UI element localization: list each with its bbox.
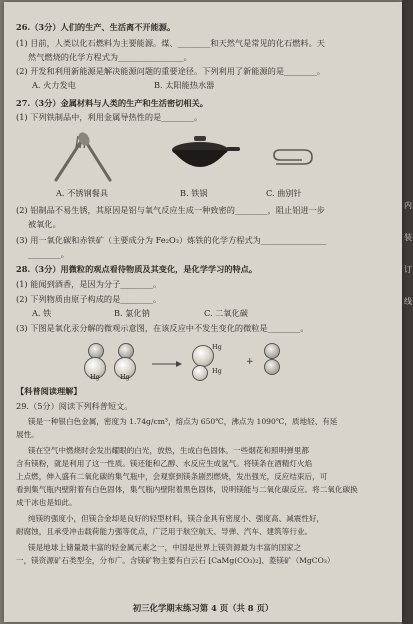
reaction-arrow-icon	[152, 359, 182, 369]
side-glyph: 内	[404, 201, 412, 210]
q28-title: 28.（3分）用微粒的观点看待物质及其变化，是化学学习的特点。	[16, 264, 258, 274]
page-edge-strip	[402, 0, 413, 624]
reading-para2-line2: 含有镁粉，就是利用了这一性质。镁还能和乙醇、水反应生成氢气。将镁条在酒精灯火焰	[16, 459, 313, 468]
tableware-image	[48, 128, 118, 184]
q27-caption-b: B. 铁锅	[180, 188, 208, 198]
q27-part2-line1: (2) 铝制品不易生锈，其原因是铝与氧气反应生成一种致密的________，阻止铝进一步	[16, 205, 325, 215]
reading-para2-line3: 上点燃，伸入盛有二氧化碳的集气瓶中，会观察到镁条剧烈燃烧，发出强光，反应结束后，可	[16, 472, 328, 481]
q28-option-b: B. 氯化钠	[114, 308, 150, 318]
q27-part3-line1: (3) 用一氧化碳和赤铁矿（主要成分为 Fe₂O₃）炼铁的化学方程式为________________	[16, 235, 327, 245]
side-glyph: 线	[404, 297, 412, 306]
q27-caption-c: C. 曲别针	[266, 188, 302, 198]
reading-para2-line5: 成干冰也是如此。	[16, 498, 77, 507]
reading-para2-line1: 镁在空气中燃烧时会发出耀眼的白光，放热，生成白色固体。一些烟花和照明弹里都	[28, 446, 309, 455]
q26-part1-line2: 然气燃烧的化学方程式为________________。	[28, 52, 192, 62]
q27-caption-a: A. 不锈钢餐具	[56, 188, 109, 198]
reading-para1-line1: 镁是一种银白色金属，密度为 1.74g/cm³，熔点为 650℃，沸点为 1090℃，质地轻、有延	[28, 417, 338, 426]
reading-para3-line1: 纯镁的强度小，但镁合金却是良好的轻型材料，镁合金具有密度小、强度高、减震性好，	[28, 514, 325, 523]
q28-option-a: A. 铁	[32, 308, 52, 318]
reading-section-heading: 【科普阅读理解】	[16, 386, 82, 396]
page-footer: 初三化学期末练习第 4 页（共 8 页）	[132, 603, 274, 613]
reading-para2-line4: 看到集气瓶内壁附着有白色固体，集气瓶内壁附着黑色固体，说明镁能与二氧化碳反应。将二氧化碳换	[16, 485, 358, 494]
hg-label: Hg	[120, 373, 130, 381]
q26-title: 26.（3分）人们的生产、生活离不开能源。	[16, 22, 176, 32]
q28-part2: (2) 下列物质由原子构成的是________。	[16, 294, 162, 304]
side-glyph: 订	[404, 265, 412, 274]
q28-part1: (1) 能闻到酒香，是因为分子________。	[16, 279, 162, 289]
q26-option-a: A. 火力发电	[32, 80, 76, 90]
reading-para4-line1: 镁是地球上储量最丰富的轻金属元素之一，中国是世界上镁资源最为丰富的国家之	[28, 543, 302, 552]
q27-title: 27.（3分）金属材料与人类的生产和生活密切相关。	[16, 98, 208, 108]
reading-para3-line2: 耐腐蚀，且承受冲击载荷能力强等优点，广泛用于航空航天、导弹、汽车、建筑等行业。	[16, 527, 313, 536]
q29-title: 29.（5分）阅读下列科普短文。	[16, 401, 133, 411]
reading-para1-line2: 展性。	[16, 430, 39, 439]
reading-para4-line2: 一，镁资源矿石类型全，分布广。含镁矿物主要有白云石 [CaMg(CO₃)₂]、菱镁矿（MgCO₃）	[16, 556, 335, 565]
hg-label: Hg	[212, 343, 222, 351]
hg-label: Hg	[212, 367, 222, 375]
q26-part1-line1: (1) 目前，人类以化石燃料为主要能源。煤、________和天然气是常见的化石燃料。天	[16, 38, 325, 48]
oxygen-atom	[264, 359, 280, 375]
mercury-atom	[192, 345, 214, 367]
mercury-oxide-diagram	[74, 337, 334, 381]
q28-part3: (3) 下图是氧化汞分解的微观示意图，在该反应中不发生变化的微粒是________。	[16, 323, 309, 333]
q27-part2-line2: 被氧化。	[28, 219, 61, 229]
paperclip-image	[270, 142, 318, 174]
exam-page	[4, 2, 402, 622]
q27-part3-line2: ________。	[28, 249, 69, 259]
mercury-atom	[192, 365, 208, 381]
q26-part2: (2) 开发和利用新能源是解决能源问题的重要途径。下列利用了新能源的是________。	[16, 66, 325, 76]
q27-part1: (1) 下列铁制品中，利用金属导热性的是________。	[16, 112, 203, 122]
oxygen-atom	[264, 343, 280, 359]
q26-option-b: B. 太阳能热水器	[154, 80, 215, 90]
wok-image	[166, 132, 242, 182]
hg-label: Hg	[90, 373, 100, 381]
q28-option-c: C. 二氧化碳	[204, 308, 248, 318]
plus-icon: +	[246, 357, 254, 367]
side-glyph: 装	[404, 233, 412, 242]
